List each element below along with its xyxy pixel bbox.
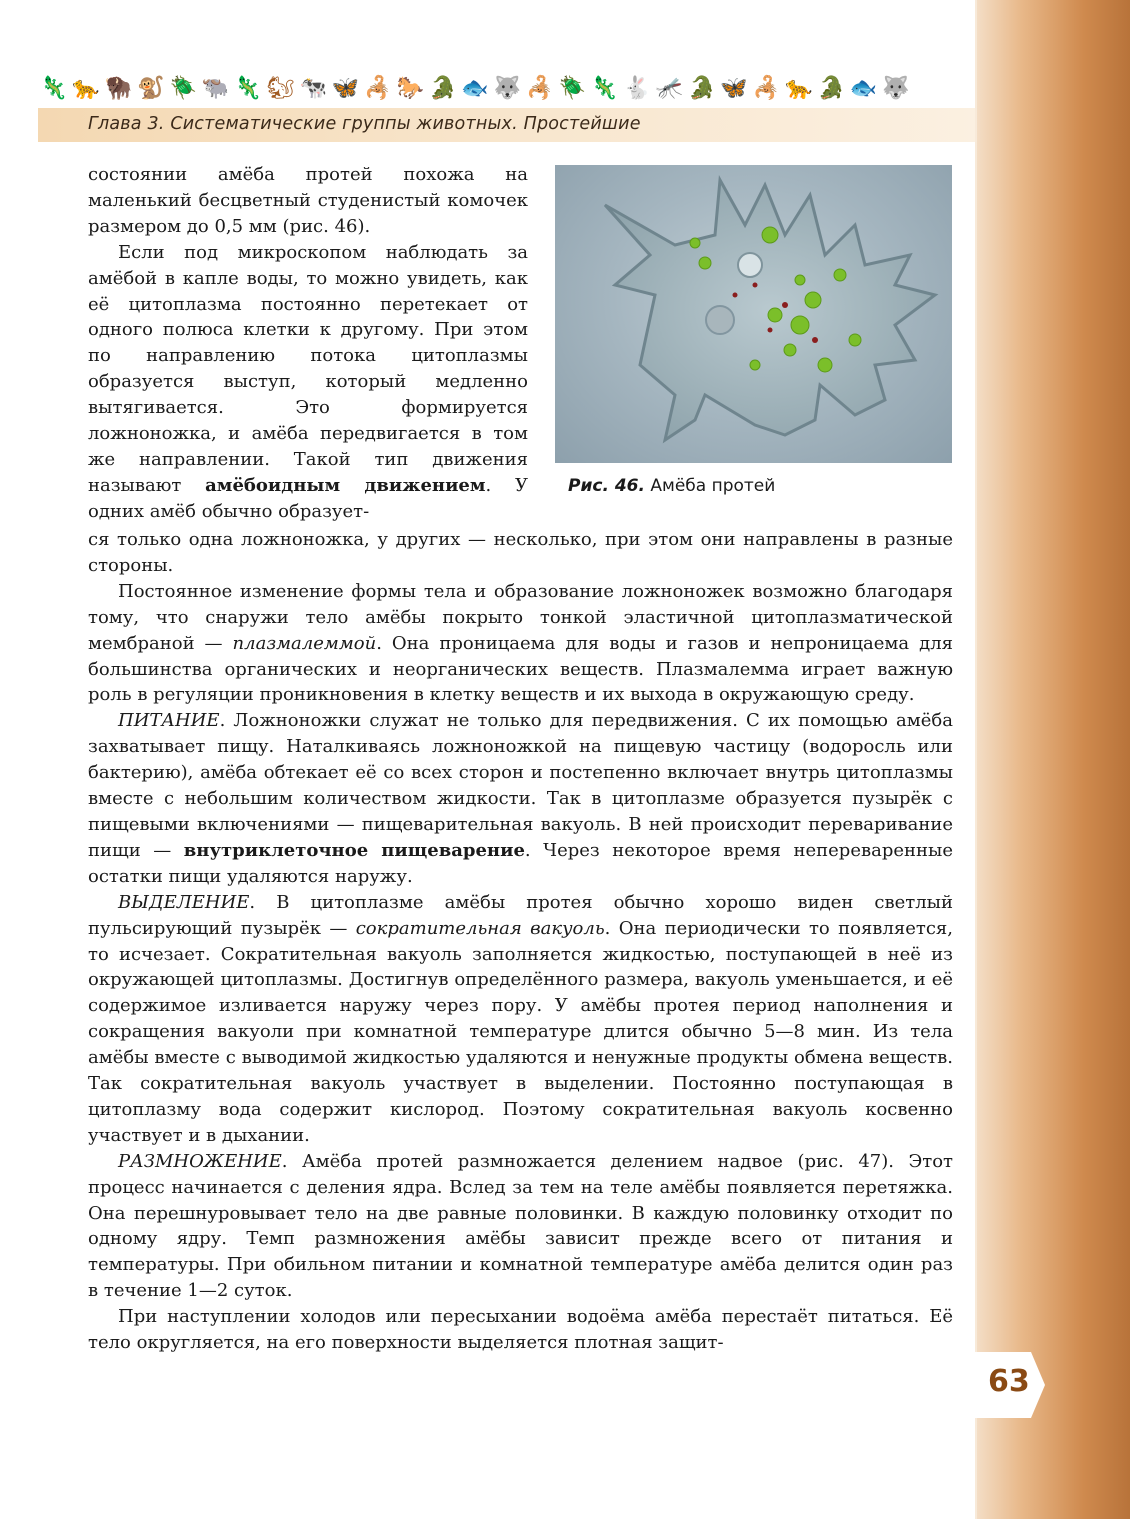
text-column-wide — [88, 527, 953, 1356]
heading-nutrition: ПИТАНИЕ — [118, 710, 220, 732]
term-intracellular-digestion: внутриклеточное пищеварение — [183, 839, 525, 861]
chapter-title: Глава 3. Систематические группы животных. Простейшие — [88, 114, 641, 134]
text-column-narrow — [88, 162, 528, 525]
heading-reproduction: РАЗМНОЖЕНИЕ — [118, 1150, 282, 1172]
page-number: 63 — [988, 1364, 1030, 1399]
paragraph-nutrition: ПИТАНИЕ. Ложноножки служат не только для передвижения. С их помощью амёба захватывает пищу. Наталкиваясь ложноножкой на пищевую частицу (водоросль или бактерию), амёба обтекает её со всех сторон и постепенно включает внутрь цитоплазмы вместе с небольшим количеством жидкости. Так в цитоплазме образуется пузырёк с пищевыми включениями — пищеварительная вакуоль. В ней происходит переваривание пищи — внутриклеточное пищеварение. Через некоторое время непереваренные остатки пищи удаляются наружу. — [88, 710, 953, 887]
term-contractile-vacuole: сократительная вакуоль — [355, 917, 605, 939]
figure-caption — [568, 476, 775, 496]
decorative-side-strip — [975, 0, 1130, 1519]
term-plasmalemma: плазмалеммой — [232, 632, 377, 654]
figure-caption-text: Амёба протей — [650, 476, 776, 496]
animal-silhouettes-icon: 🦎 🐆 🦬 🐒 🪲 🐃 🦎 🐿 🐄 🦋 🦂 🐎 🐊 🐟 🐺 🦂 🪲 🦎 🐇 🦟 🐊 🦋 🦂 🐆 🐊 🐟 🐺 — [40, 76, 910, 101]
paragraph-2: Если под микроскопом наблюдать за амёбой в капле воды, то можно увидеть, как её цитоплазма постоянно перетекает от одного полюса клетки к другому. При этом по направлению потока цитоплазмы образуется выступ, который медленно вытягивается. Это формируется ложноножка, и амёба передвигается в том же направлении. Такой тип движения называют амёбоидным движением. У одних амёб обычно образует- — [88, 241, 529, 522]
heading-excretion: ВЫДЕЛЕНИЕ — [118, 891, 250, 913]
paragraph-1: состоянии амёба протей похожа на маленький бесцветный студенистый комочек размером до 0,5 мм (рис. 46). — [88, 164, 528, 237]
term-amoeboid-movement: амёбоидным движением — [205, 474, 486, 496]
paragraph-reproduction: РАЗМНОЖЕНИЕ. Амёба протей размножается делением надвое (рис. 47). Этот процесс начинается с деления ядра. Вслед за тем на теле амёбы появляется перетяжка. Она перешнуровывает тело на две равные половинки. В каждую половинку отходит по одному ядру. Темп размножения амёбы зависит прежде всего от питания и температуры. При обильном питании и комнатной температуре амёба делится один раз в течение 1—2 суток. — [88, 1150, 953, 1302]
paragraph-2-continuation: ся только одна ложноножка, у других — несколько, при этом они направлены в разные стороны. — [88, 529, 953, 576]
paragraph-3: Постоянное изменение формы тела и образование ложноножек возможно благодаря тому, что снаружи тело амёбы покрыто тонкой эластичной цитоплазматической мембраной — плазмалеммой. Она проницаема для воды и газов и непроницаема для большинства органических и неорганических веществ. Плазмалемма играет важную роль в регуляции проникновения в клетку веществ и их выхода в окружающую среду. — [88, 580, 953, 706]
amoeba-photo — [555, 165, 952, 463]
paragraph-excretion: ВЫДЕЛЕНИЕ. В цитоплазме амёбы протея обычно хорошо виден светлый пульсирующий пузырёк — сократительная вакуоль. Она периодически то появляется, то исчезает. Сократительная вакуоль заполняется жидкостью, поступающей в неё из окружающей цитоплазмы. Достигнув определённого размера, вакуоль уменьшается, и её содержимое изливается наружу через пору. У амёбы протея период наполнения и сокращения вакуоли при комнатной температуре длится обычно 5—8 мин. Из тела амёбы вместе с выводимой жидкостью удаляются и ненужные продукты обмена веществ. Так сократительная вакуоль участвует в выделении. Постоянно поступающая в цитоплазму вода содержит кислород. Поэтому сократительная вакуоль косвенно участвует и в дыхании. — [88, 891, 954, 1146]
paragraph-7: При наступлении холодов или пересыхании водоёма амёба перестаёт питаться. Её тело округляется, на его поверхности выделяется плотная защит- — [88, 1306, 953, 1354]
figure-number: Рис. 46. — [568, 476, 645, 496]
